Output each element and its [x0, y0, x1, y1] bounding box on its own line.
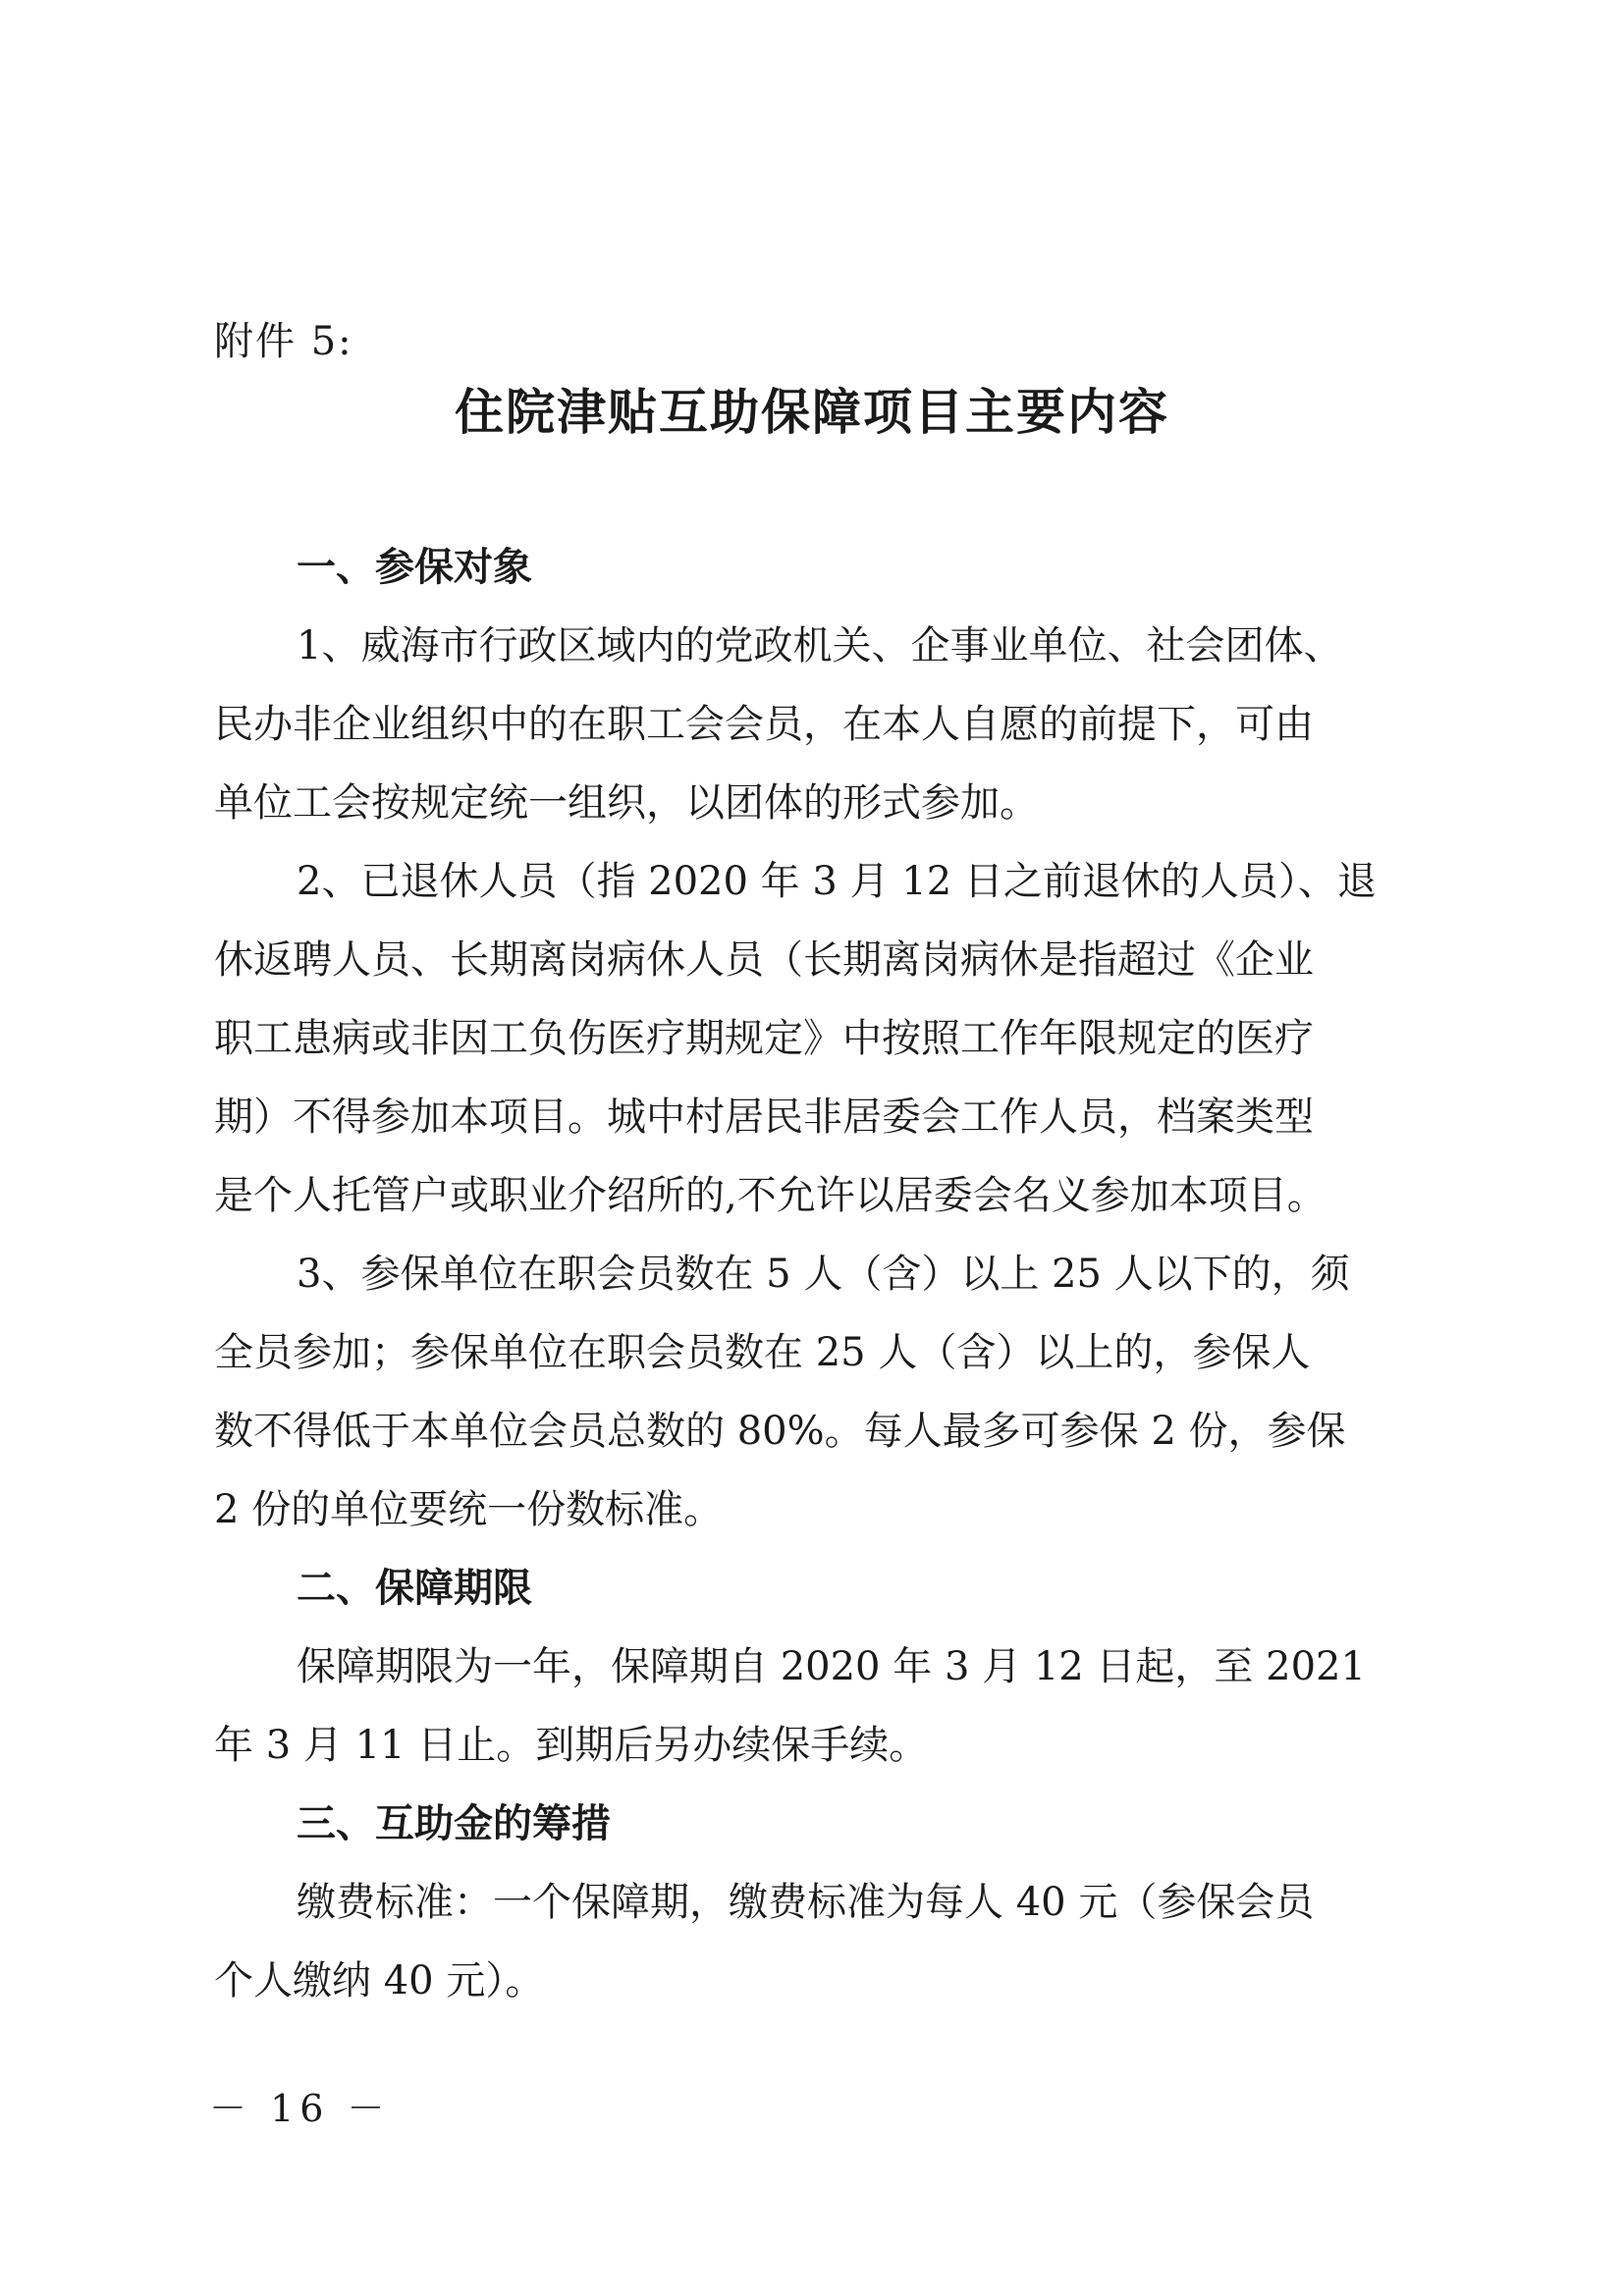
- paragraph: [214, 842, 1432, 1235]
- text-line: 休返聘人员、长期离岗病休人员（长期离岗病休是指超过《企业: [214, 937, 1314, 983]
- document-title: 住院津贴互助保障项目主要内容: [455, 383, 1169, 441]
- text-line: 年 3 月 11 日止。到期后另办续保手续。: [214, 1723, 929, 1768]
- text-line: 职工患病或非因工负伤医疗期规定》中按照工作年限规定的医疗: [214, 1016, 1314, 1061]
- page-number: － 16 －: [209, 2087, 391, 2130]
- document-body: [214, 528, 1432, 2020]
- text-line: 保障期限为一年，保障期自 2020 年 3 月 12 日起，至 2021: [297, 1644, 1366, 1689]
- text-line: 单位工会按规定统一组织，以团体的形式参加。: [214, 780, 1039, 826]
- paragraph: [214, 607, 1432, 842]
- section-heading: 三、互助金的筹措: [297, 1801, 611, 1846]
- text-line: 全员参加；参保单位在职会员数在 25 人（含）以上的，参保人: [214, 1330, 1311, 1375]
- text-line: 数不得低于本单位会员总数的 80%。每人最多可参保 2 份，参保: [214, 1409, 1346, 1454]
- text-line: 2、已退休人员（指 2020 年 3 月 12 日之前退休的人员）、退: [297, 859, 1377, 904]
- text-line: 是个人托管户或职业介绍所的,不允许以居委会名义参加本项目。: [214, 1173, 1326, 1218]
- attachment-label: 附件 5:: [214, 319, 353, 364]
- text-line: 期）不得参加本项目。城中村居民非居委会工作人员，档案类型: [214, 1095, 1314, 1140]
- text-line: 2 份的单位要统一份数标准。: [214, 1487, 724, 1532]
- paragraph: [214, 1235, 1432, 1549]
- text-line: 缴费标准：一个保障期，缴费标准为每人 40 元（参保会员: [297, 1880, 1315, 1925]
- paragraph: [214, 1628, 1432, 1785]
- text-line: 民办非企业组织中的在职工会会员，在本人自愿的前提下，可由: [214, 702, 1314, 747]
- section-heading: 二、保障期限: [297, 1566, 532, 1611]
- text-line: 3、参保单位在职会员数在 5 人（含）以上 25 人以下的，须: [297, 1252, 1350, 1297]
- paragraph: [214, 1863, 1432, 2020]
- text-line: 1、威海市行政区域内的党政机关、企事业单位、社会团体、: [297, 623, 1343, 668]
- section-heading: 一、参保对象: [297, 545, 532, 590]
- text-line: 个人缴纳 40 元）。: [214, 1958, 545, 2003]
